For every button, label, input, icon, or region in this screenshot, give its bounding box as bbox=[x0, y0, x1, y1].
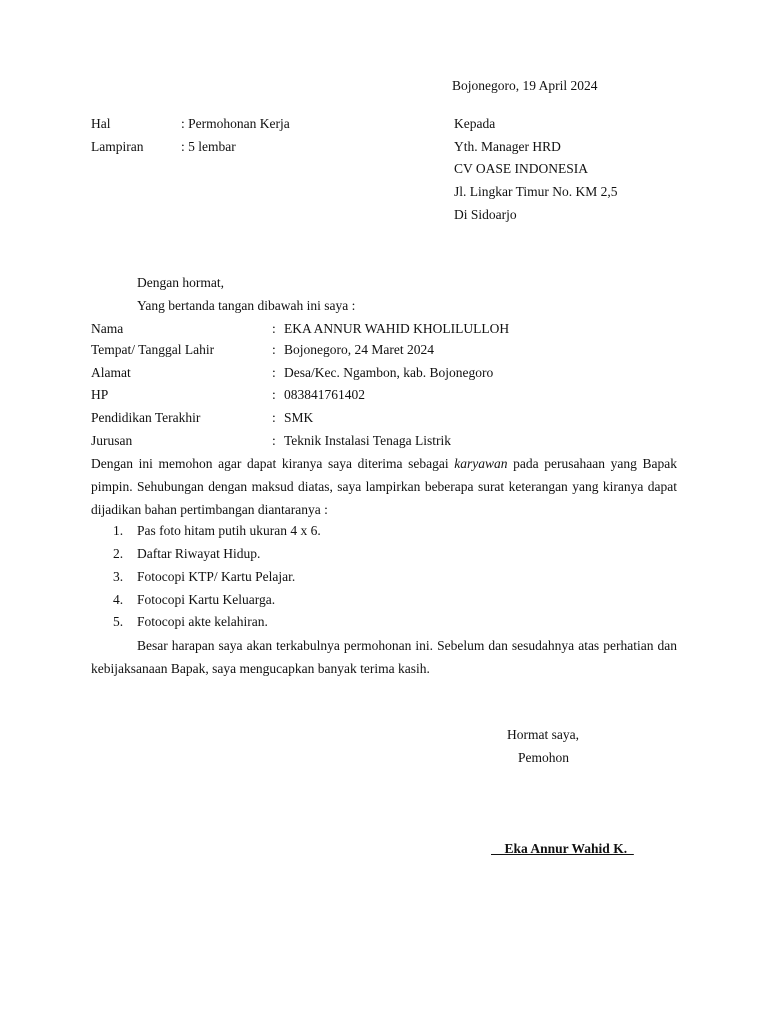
field-label: Nama bbox=[91, 321, 124, 336]
greeting: Dengan hormat, bbox=[137, 275, 224, 290]
field-colon: : bbox=[272, 433, 276, 448]
recipient-line: CV OASE INDONESIA bbox=[454, 161, 589, 176]
field-value: EKA ANNUR WAHID KHOLILULLOH bbox=[284, 321, 510, 336]
list-item: Fotocopi KTP/ Kartu Pelajar. bbox=[137, 569, 296, 584]
signature-name: Eka Annur Wahid K. bbox=[491, 841, 634, 856]
hal-label: Hal bbox=[91, 116, 111, 131]
field-label: HP bbox=[91, 387, 109, 402]
lampiran-value: : 5 lembar bbox=[181, 139, 236, 154]
signature-role: Pemohon bbox=[518, 750, 570, 765]
field-colon: : bbox=[272, 410, 276, 425]
hal-value: : Permohonan Kerja bbox=[181, 116, 290, 131]
field-value: Teknik Instalasi Tenaga Listrik bbox=[284, 433, 451, 448]
field-colon: : bbox=[272, 321, 276, 336]
place-date: Bojonegoro, 19 April 2024 bbox=[452, 78, 598, 93]
signature-salutation: Hormat saya, bbox=[507, 727, 579, 742]
body-paragraph bbox=[91, 452, 677, 521]
field-value: Bojonegoro, 24 Maret 2024 bbox=[284, 342, 434, 357]
field-label: Alamat bbox=[91, 365, 131, 380]
field-label: Jurusan bbox=[91, 433, 133, 448]
list-number: 4. bbox=[113, 592, 124, 607]
closing-paragraph: Besar harapan saya akan terkabulnya permohonan ini. Sebelum dan sesudahnya atas perhatian dan kebijaksanaan Bapak, saya mengucapkan banyak terima kasih. bbox=[91, 638, 677, 676]
field-label: Tempat/ Tanggal Lahir bbox=[91, 342, 215, 357]
list-item: Daftar Riwayat Hidup. bbox=[137, 546, 261, 561]
list-number: 3. bbox=[113, 569, 124, 584]
intro-line: Yang bertanda tangan dibawah ini saya : bbox=[137, 298, 356, 313]
field-label: Pendidikan Terakhir bbox=[91, 410, 201, 425]
list-number: 2. bbox=[113, 546, 124, 561]
field-value: Desa/Kec. Ngambon, kab. Bojonegoro bbox=[284, 365, 494, 380]
lampiran-label: Lampiran bbox=[91, 139, 144, 154]
body-text-emphasis: karyawan bbox=[454, 456, 508, 471]
field-value: SMK bbox=[284, 410, 314, 425]
list-item: Fotocopi akte kelahiran. bbox=[137, 614, 268, 629]
recipient-line: Kepada bbox=[454, 116, 496, 131]
list-item: Fotocopi Kartu Keluarga. bbox=[137, 592, 276, 607]
body-text-part1: Dengan ini memohon agar dapat kiranya saya diterima sebagai bbox=[91, 456, 455, 471]
field-colon: : bbox=[272, 387, 276, 402]
list-number: 1. bbox=[113, 523, 124, 538]
body-text-part2: pada perusahaan yang Bapak pimpin. Sehubungan dengan maksud diatas, saya lampirkan beberapa surat keterangan yang kiranya dapat dijadikan bahan pertimbangan diantaranya : bbox=[91, 456, 677, 517]
field-colon: : bbox=[272, 365, 276, 380]
recipient-line: Jl. Lingkar Timur No. KM 2,5 bbox=[454, 184, 618, 199]
field-value: 083841761402 bbox=[284, 387, 365, 402]
list-number: 5. bbox=[113, 614, 124, 629]
recipient-line: Yth. Manager HRD bbox=[454, 139, 561, 154]
field-colon: : bbox=[272, 342, 276, 357]
list-item: Pas foto hitam putih ukuran 4 x 6. bbox=[137, 523, 321, 538]
recipient-line: Di Sidoarjo bbox=[454, 207, 517, 222]
